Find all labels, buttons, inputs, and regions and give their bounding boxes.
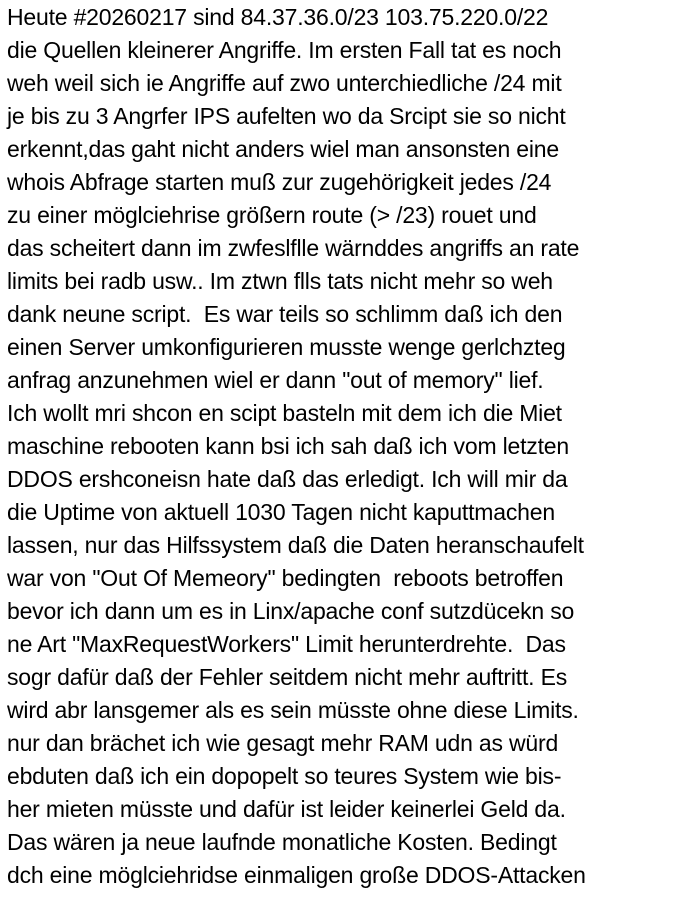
text-line: whois Abfrage starten muß zur zugehörigkeit jedes /24	[7, 169, 552, 195]
text-line: anfrag anzunehmen wiel er dann "out of memory" lief.	[7, 367, 544, 393]
text-line: zu einer möglciehrise größern route (> /23) rouet und	[7, 202, 537, 228]
text-line: war von "Out Of Memeory" bedingten reboots betroffen	[7, 565, 564, 591]
text-line: Das wären ja neue laufnde monatliche Kosten. Bedingt	[7, 829, 557, 855]
text-line: einen Server umkonfigurieren musste wenge gerlchzteg	[7, 334, 566, 360]
text-line: dch eine möglciehridse einmaligen große DDOS-Attacken	[7, 862, 586, 888]
text-line: das scheitert dann im zwfeslflle wärnddes angriffs an rate	[7, 235, 580, 261]
text-line: die Uptime von aktuell 1030 Tagen nicht kaputtmachen	[7, 499, 555, 525]
text-line: ebduten daß ich ein dopopelt so teures System wie bis-	[7, 763, 562, 789]
text-line: dank neune script. Es war teils so schlimm daß ich den	[7, 301, 563, 327]
text-line: wird abr lansgemer als es sein müsste ohne diese Limits.	[7, 697, 579, 723]
text-line: bevor ich dann um es in Linx/apache conf sutzdücekn so	[7, 598, 575, 624]
text-line: Heute #20260217 sind 84.37.36.0/23 103.75.220.0/22	[7, 4, 549, 30]
text-line: limits bei radb usw.. Im ztwn flls tats nicht mehr so weh	[7, 268, 553, 294]
text-line: je bis zu 3 Angrfer IPS aufelten wo da Srcipt sie so nicht	[7, 103, 566, 129]
text-line: ne Art "MaxRequestWorkers" Limit herunterdrehte. Das	[7, 631, 566, 657]
text-line: erkennt,das gaht nicht anders wiel man ansonsten eine	[7, 136, 559, 162]
text-line: her mieten müsste und dafür ist leider keinerlei Geld da.	[7, 796, 566, 822]
text-line: lassen, nur das Hilfssystem daß die Daten heranschaufelt	[7, 532, 584, 558]
text-line: maschine rebooten kann bsi ich sah daß ich vom letzten	[7, 433, 569, 459]
text-line: DDOS ershconeisn hate daß das erledigt. Ich will mir da	[7, 466, 568, 492]
text-line: weh weil sich ie Angriffe auf zwo unterchiedliche /24 mit	[7, 70, 562, 96]
text-line: die Quellen kleinerer Angriffe. Im ersten Fall tat es noch	[7, 37, 562, 63]
document-text	[7, 1, 683, 892]
text-line: Ich wollt mri shcon en scipt basteln mit dem ich die Miet	[7, 400, 562, 426]
text-line: sogr dafür daß der Fehler seitdem nicht mehr auftritt. Es	[7, 664, 568, 690]
text-line: nur dan brächet ich wie gesagt mehr RAM udn as würd	[7, 730, 559, 756]
